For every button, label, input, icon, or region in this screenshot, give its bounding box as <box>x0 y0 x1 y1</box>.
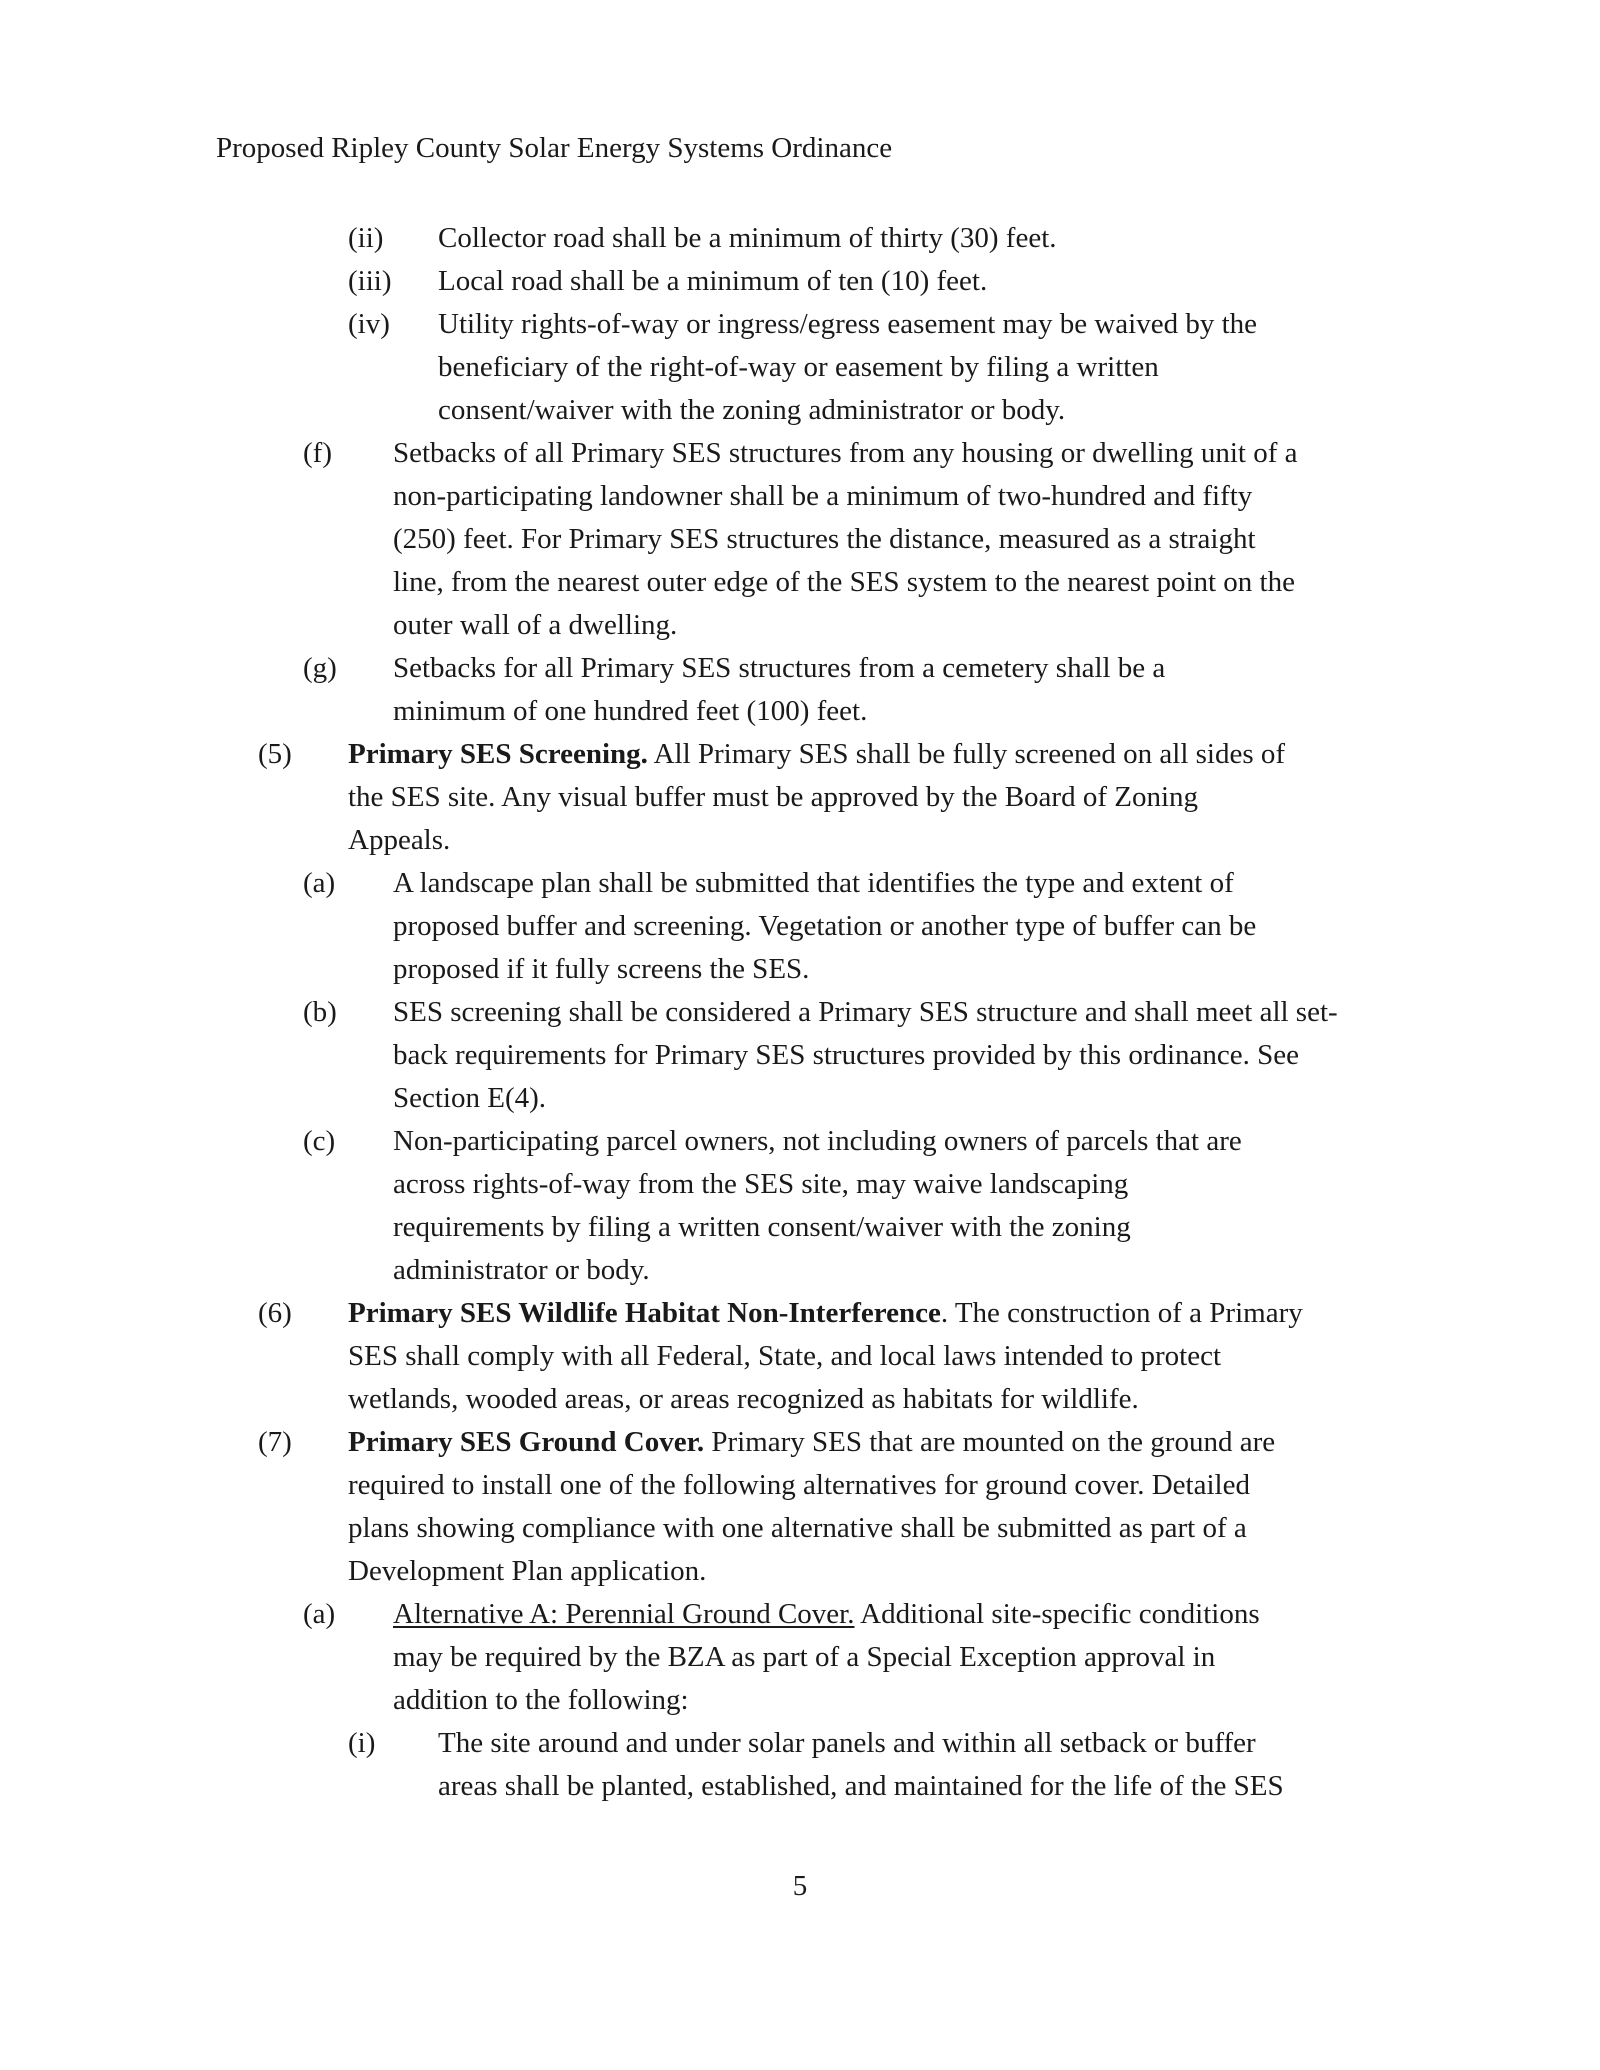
item-5a-line-3: proposed if it fully screens the SES. <box>393 953 810 985</box>
section-7-first-rest: Primary SES that are mounted on the ground are <box>704 1426 1276 1458</box>
item-7a-line-2: may be required by the BZA as part of a Special Exception approval in <box>393 1641 1216 1673</box>
document-header: Proposed Ripley County Solar Energy Systems Ordinance <box>216 132 893 164</box>
item-iii-line-1: Local road shall be a minimum of ten (10) feet. <box>438 265 988 297</box>
item-iv-line-2: beneficiary of the right-of-way or easement by filing a written <box>438 351 1159 383</box>
section-7-line-3: plans showing compliance with one alternative shall be submitted as part of a <box>348 1512 1247 1544</box>
item-7ai-line-1: The site around and under solar panels and within all setback or buffer <box>438 1727 1256 1759</box>
section-label-7: (7) <box>258 1426 292 1458</box>
item-f-line-4: line, from the nearest outer edge of the SES system to the nearest point on the <box>393 566 1295 598</box>
item-5a-line-2: proposed buffer and screening. Vegetation or another type of buffer can be <box>393 910 1257 942</box>
item-7a-underlined-title: Alternative A: Perennial Ground Cover. <box>393 1598 855 1630</box>
item-f-line-3: (250) feet. For Primary SES structures the distance, measured as a straight <box>393 523 1256 555</box>
section-6-line-3: wetlands, wooded areas, or areas recognized as habitats for wildlife. <box>348 1383 1139 1415</box>
item-7a-line-1 <box>393 1594 1260 1634</box>
item-7a-line-3: addition to the following: <box>393 1684 689 1716</box>
item-f-line-2: non-participating landowner shall be a minimum of two-hundred and fifty <box>393 480 1253 512</box>
section-label-5: (5) <box>258 738 292 770</box>
item-7a-first-rest: Additional site-specific conditions <box>854 1598 1260 1630</box>
item-label-iii: (iii) <box>348 265 392 297</box>
item-5c-line-4: administrator or body. <box>393 1254 650 1286</box>
section-7-heading: Primary SES Ground Cover. <box>348 1426 705 1458</box>
item-5a-line-1: A landscape plan shall be submitted that identifies the type and extent of <box>393 867 1234 899</box>
section-6-line-1 <box>348 1293 1303 1333</box>
item-5b-line-3: Section E(4). <box>393 1082 547 1114</box>
section-5-heading: Primary SES Screening. <box>348 738 648 770</box>
section-5-line-1 <box>348 734 1285 774</box>
section-label-6: (6) <box>258 1297 292 1329</box>
section-6-line-2: SES shall comply with all Federal, State, and local laws intended to protect <box>348 1340 1222 1372</box>
section-5-line-2: the SES site. Any visual buffer must be approved by the Board of Zoning <box>348 781 1199 813</box>
item-5b-line-2: back requirements for Primary SES structures provided by this ordinance. See <box>393 1039 1300 1071</box>
item-g-line-2: minimum of one hundred feet (100) feet. <box>393 695 868 727</box>
item-label-iv: (iv) <box>348 308 390 340</box>
item-label-5b: (b) <box>303 996 337 1028</box>
item-g-line-1: Setbacks for all Primary SES structures from a cemetery shall be a <box>393 652 1166 684</box>
item-label-5c: (c) <box>303 1125 336 1157</box>
section-7-line-1 <box>348 1422 1275 1462</box>
item-5c-line-2: across rights-of-way from the SES site, may waive landscaping <box>393 1168 1129 1200</box>
section-6-heading: Primary SES Wildlife Habitat Non-Interference <box>348 1297 941 1329</box>
item-5c-line-3: requirements by filing a written consent/waiver with the zoning <box>393 1211 1131 1243</box>
item-ii-line-1: Collector road shall be a minimum of thirty (30) feet. <box>438 222 1057 254</box>
item-iv-line-3: consent/waiver with the zoning administrator or body. <box>438 394 1066 426</box>
section-5-line-3: Appeals. <box>348 824 451 856</box>
item-5b-line-1: SES screening shall be considered a Primary SES structure and shall meet all set- <box>393 996 1338 1028</box>
item-f-line-1: Setbacks of all Primary SES structures from any housing or dwelling unit of a <box>393 437 1298 469</box>
item-label-f: (f) <box>303 437 332 469</box>
item-label-ii: (ii) <box>348 222 384 254</box>
item-5c-line-1: Non-participating parcel owners, not including owners of parcels that are <box>393 1125 1242 1157</box>
item-iv-line-1: Utility rights-of-way or ingress/egress easement may be waived by the <box>438 308 1258 340</box>
section-7-line-2: required to install one of the following alternatives for ground cover. Detailed <box>348 1469 1250 1501</box>
page-number: 5 <box>792 1870 808 1902</box>
item-7ai-line-2: areas shall be planted, established, and maintained for the life of the SES <box>438 1770 1284 1802</box>
section-6-first-rest: . The construction of a Primary <box>940 1297 1303 1329</box>
item-label-7ai: (i) <box>348 1727 376 1759</box>
item-label-5a: (a) <box>303 867 336 899</box>
item-f-line-5: outer wall of a dwelling. <box>393 609 678 641</box>
section-5-first-rest: All Primary SES shall be fully screened on all sides of <box>647 738 1286 770</box>
item-label-g: (g) <box>303 652 337 684</box>
section-7-line-4: Development Plan application. <box>348 1555 707 1587</box>
item-label-7a: (a) <box>303 1598 336 1630</box>
